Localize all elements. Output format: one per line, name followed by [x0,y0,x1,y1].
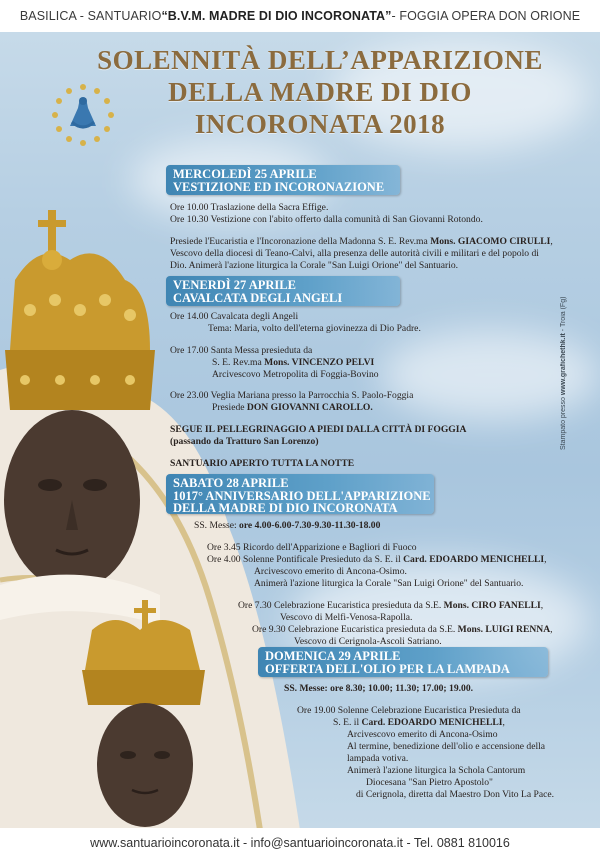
day3-line: Arcivescovo emerito di Ancona-Osimo. [254,566,407,577]
header-prefix: BASILICA - SANTUARIO [19,9,162,23]
day3-subtitle: DELLA MADRE DI DIO INCORONATA [173,501,398,515]
masses-times: ore 4.00-6.00-7.30-9.30-11.30-18.00 [236,520,381,531]
day1-line: Ore 10.30 Vestizione con l'abito offerto dalla comunità di San Giovanni Rotondo. [170,214,483,225]
celebrant-name: Mons. GIACOMO CIRULLI [430,236,551,247]
celebrant-name: Card. EDOARDO MENICHELLI [403,554,545,565]
day4-line: Ore 19.00 Solenne Celebrazione Eucaristica Presieduta da [297,705,521,716]
page-title [40,44,600,140]
celebrant-name: Card. EDOARDO MENICHELLI [361,717,503,728]
printer-credit-text: Stampato presso [560,395,567,450]
day3-banner [166,474,434,514]
title-line: SOLENNITÀ DELL’APPARIZIONE [97,45,543,75]
pilgrimage-notice: SEGUE IL PELLEGRINAGGIO A PIEDI DALLA CITTÀ DI FOGGIA [170,424,467,435]
day4-line: Arcivescovo emerito di Ancona-Osimo [347,729,498,740]
day4-line: lampada votiva. [347,753,409,764]
day4-text: , [502,717,505,728]
header-suffix: - FOGGIA OPERA DON ORIONE [391,9,581,23]
title-line: INCORONATA 2018 [194,109,446,139]
day3-text: , [550,624,553,635]
printer-credit [560,250,572,450]
day2-line [212,357,374,369]
day2-text: S. E. Rev.ma [212,357,265,368]
printer-credit-text: - Troia (Fg) [560,296,567,334]
day1-line: Vescovo della diocesi di Teano-Calvi, alla presenza delle autorità civili e militari e del popolo di [170,248,539,259]
day4-line: Diocesana "San Pietro Apostolo" [366,777,493,788]
day1-line: Dio. Animerà l'azione liturgica la Corale "San Luigi Orione" del Santuario. [170,260,459,271]
day3-date: SABATO 28 APRILE [173,476,289,490]
day3-text: Ore 4.00 Solenne Pontificale Presieduto da S. E. il [207,554,404,565]
day3-subtitle: 1017° ANNIVERSARIO DELL'APPARIZIONE [173,488,431,503]
day1-line [170,236,553,248]
day2-text: Presiede [212,402,247,413]
day1-banner [166,165,400,195]
day4-subtitle: OFFERTA DELL'OLIO PER LA LAMPADA [265,661,510,676]
day3-line: Vescovo di Melfi-Venosa-Rapolla. [280,612,413,623]
day2-line: Arcivescovo Metropolita di Foggia-Bovino [212,369,379,380]
day2-line: Ore 17.00 Santa Messa presieduta da [170,345,313,356]
day2-banner [166,276,400,306]
celebrant-name: Mons. VINCENZO PELVI [264,357,375,368]
day3-text: , [540,600,544,611]
day1-line: Ore 10.00 Traslazione della Sacra Effige. [170,202,329,213]
day4-text: S. E. il [333,717,362,728]
masses-label: SS. Messe: [194,520,237,531]
printer-website: www.grafichethk.it [560,333,567,396]
day2-line: Ore 23.00 Veglia Mariana presso la Parrocchia S. Paolo-Foggia [170,390,414,401]
day4-banner [258,647,548,677]
day3-text: Ore 7.30 Celebrazione Eucaristica presieduta da S.E. [238,600,444,611]
day4-line: Animerà l'azione liturgica la Schola Cantorum [347,765,526,776]
title-line: DELLA MADRE DI DIO [168,77,472,107]
day2-date: VENERDÌ 27 APRILE [173,278,296,292]
day3-text: Ore 9.30 Celebrazione Eucaristica presieduta da S.E. [252,624,458,635]
masses-label: SS. Messe: [284,683,328,694]
header-sanctuary-name: “B.V.M. MADRE DI DIO INCORONATA” [161,9,392,23]
day4-line [333,717,505,729]
day3-line [207,554,547,566]
day1-date: MERCOLEDÌ 25 APRILE [173,167,317,181]
day3-line [238,600,543,612]
day3-line [252,624,553,636]
day1-text: , [550,236,553,247]
pilgrimage-route: (passando da Tratturo San Lorenzo) [170,436,319,447]
day2-subtitle: CAVALCATA DEGLI ANGELI [173,290,343,305]
celebrant-name: Mons. CIRO FANELLI [443,600,541,611]
footer-contacts: www.santuarioincoronata.it - info@santuarioincoronata.it - Tel. 0881 810016 [0,828,600,857]
day1-text: Presiede l'Eucaristia e l'Incoronazione della Madonna S. E. Rev.ma [170,236,431,247]
day4-date: DOMENICA 29 APRILE [265,649,401,663]
day2-line: Tema: Maria, volto dell'eterna giovinezza di Dio Padre. [208,323,421,334]
celebrant-name: DON GIOVANNI CAROLLO. [246,402,373,413]
celebrant-name: Mons. LUIGI RENNA [457,624,551,635]
header-bar [0,0,600,32]
day4-line: Al termine, benedizione dell'olio e accensione della [347,741,546,752]
day1-subtitle: VESTIZIONE ED INCORONAZIONE [173,179,385,194]
masses-times: ore 8.30; 10.00; 11.30; 17.00; 19.00. [327,683,474,694]
day3-line: Animerà l'azione liturgica la Corale "San Luigi Orione" del Santuario. [254,578,524,589]
day3-line: Vescovo di Cerignola-Ascoli Satriano. [294,636,442,647]
day2-line [212,402,373,414]
day4-masses [284,683,473,695]
day3-line: Ore 3.45 Ricordo dell'Apparizione e Bagliori di Fuoco [207,542,417,553]
day3-masses [194,520,380,532]
day2-line: Ore 14.00 Cavalcata degli Angeli [170,311,299,322]
open-all-night-notice: SANTUARIO APERTO TUTTA LA NOTTE [170,458,355,469]
day3-text: , [544,554,547,565]
day4-line: di Cerignola, diretta dal Maestro Don Vito La Pace. [356,789,554,800]
